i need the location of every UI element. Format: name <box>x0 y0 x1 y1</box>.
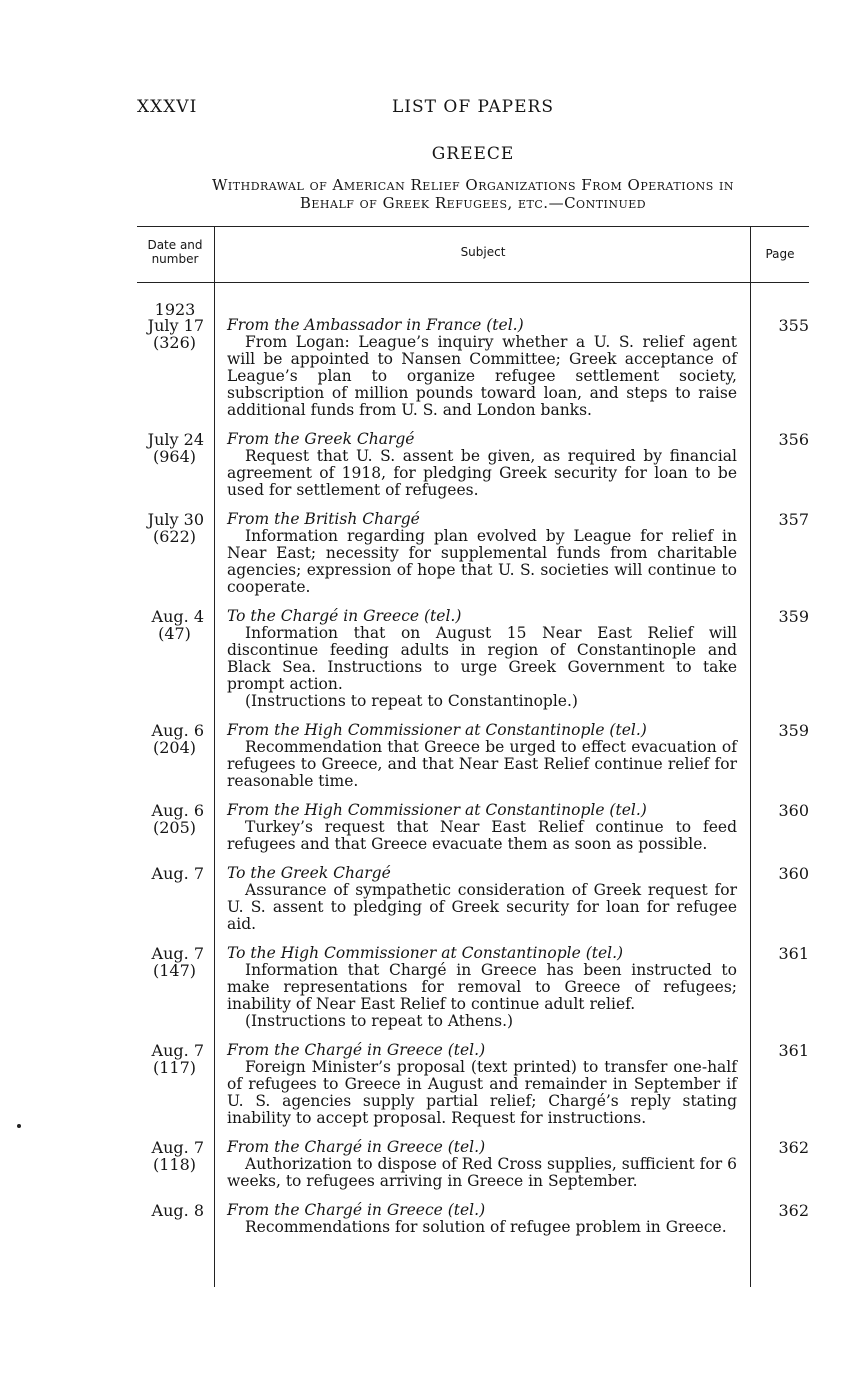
entry-date: Aug. 8 <box>151 1201 204 1220</box>
entry-from: From the Chargé in Greece (tel.) <box>227 1041 486 1059</box>
entry-number: (205) <box>152 818 197 837</box>
entry-from: From the British Chargé <box>227 510 420 528</box>
entry-body: Recommendation that Greece be urged to effect evacuation of refugees to Greece, and that Near East Relief continue relief for reasonable time. <box>227 738 737 790</box>
entry-note: (Instructions to repeat to Athens.) <box>245 1012 514 1030</box>
entry-date: Aug. 6 <box>151 721 204 740</box>
table-row <box>137 1139 809 1190</box>
document-list <box>137 317 809 1248</box>
entry-subject <box>227 1202 737 1236</box>
entry-number: (964) <box>152 447 197 466</box>
entry-date-cell <box>137 1139 204 1173</box>
entry-body: Assurance of sympathetic consideration of Greek request for U. S. assent to pledging of Greek security for loan for refugee aid. <box>227 881 737 933</box>
running-head <box>137 97 809 119</box>
table-row <box>137 317 809 419</box>
table-row <box>137 511 809 596</box>
entry-from: From the Chargé in Greece (tel.) <box>227 1138 486 1156</box>
entry-subject <box>227 802 737 853</box>
subsection-title-line2: Behalf of Greek Refugees, etc.—Continued <box>299 194 647 212</box>
entry-from: From the Greek Chargé <box>227 430 415 448</box>
entry-subject <box>227 608 737 710</box>
entry-from: From the High Commissioner at Constantinople (tel.) <box>227 721 647 739</box>
entry-body: Foreign Minister’s proposal (text printed) to transfer one-half of refugees to Greece in August and remainder in September if U. S. agencies supply partial relief; Chargé’s reply stating inability to accept proposal. Request for instructions. <box>227 1058 737 1127</box>
entry-date-cell <box>137 431 204 465</box>
entry-date-cell <box>137 608 204 642</box>
entry-date: Aug. 7 <box>151 1138 204 1157</box>
entry-page: 361 <box>778 944 809 963</box>
entry-from: To the Chargé in Greece (tel.) <box>227 607 462 625</box>
entry-date-cell <box>137 865 204 882</box>
entry-page: 356 <box>778 430 809 449</box>
entry-body: Information that on August 15 Near East Relief will discontinue feeding adults in region of Constantinople and Black Sea. Instructions to urge Greek Government to take prompt action. <box>227 624 737 693</box>
table-head-rule <box>137 282 809 283</box>
entry-body: Information regarding plan evolved by League for relief in Near East; necessity for supplemental funds from charitable agencies; expression of hope that U. S. societies will continue to cooperate. <box>227 527 737 596</box>
entry-date-cell <box>137 722 204 756</box>
entry-subject <box>227 1042 737 1127</box>
entry-date: Aug. 7 <box>151 864 204 883</box>
entry-subject <box>227 431 737 499</box>
entry-body: Turkey’s request that Near East Relief continue to feed refugees and that Greece evacuate them as soon as possible. <box>227 818 737 853</box>
date-header-line2: number <box>151 252 199 266</box>
entry-date-cell <box>137 511 204 545</box>
margin-dot <box>17 1124 21 1128</box>
entry-number: (147) <box>152 961 197 980</box>
entry-page: 362 <box>778 1138 809 1157</box>
date-header-line1: Date and <box>147 238 203 252</box>
entry-body: Request that U. S. assent be given, as required by financial agreement of 1918, for pledging Greek security for loan to be used for settlement of refugees. <box>227 447 737 499</box>
entry-body: From Logan: League’s inquiry whether a U. S. relief agent will be appointed to Nansen Committee; Greek acceptance of League’s plan to organize refugee settlement society, subscription of million pounds toward loan, and steps to raise additional funds from U. S. and London banks. <box>227 333 737 419</box>
subsection-title <box>137 176 809 212</box>
entry-note: (Instructions to repeat to Constantinople.) <box>245 692 578 710</box>
entry-date: July 17 <box>147 316 204 335</box>
entry-page: 359 <box>778 607 809 626</box>
entry-page: 357 <box>778 510 809 529</box>
entry-date-cell <box>137 317 204 351</box>
entry-number: (622) <box>152 527 197 546</box>
running-title: LIST OF PAPERS <box>392 97 554 117</box>
entry-subject <box>227 1139 737 1190</box>
table-row <box>137 1042 809 1127</box>
entry-subject <box>227 865 737 933</box>
entry-subject <box>227 317 737 419</box>
year-label: 1923 <box>154 300 196 319</box>
entry-from: To the High Commissioner at Constantinople (tel.) <box>227 944 624 962</box>
entry-date-cell <box>137 802 204 836</box>
entry-date: July 30 <box>147 510 204 529</box>
entry-from: From the Ambassador in France (tel.) <box>227 316 524 334</box>
entry-body: Recommendations for solution of refugee problem in Greece. <box>245 1218 727 1236</box>
subject-column-header: Subject <box>460 245 506 259</box>
entry-date: Aug. 7 <box>151 1041 204 1060</box>
subsection-title-line1: Withdrawal of American Relief Organizations From Operations in <box>212 176 734 194</box>
entry-date-cell <box>137 945 204 979</box>
entry-date: Aug. 7 <box>151 944 204 963</box>
section-title: GREECE <box>431 144 515 164</box>
page-column-header: Page <box>765 247 795 261</box>
entry-page: 359 <box>778 721 809 740</box>
entry-from: To the Greek Chargé <box>227 864 391 882</box>
entry-number: (326) <box>152 333 197 352</box>
entry-number: (47) <box>158 624 191 643</box>
entry-body: Authorization to dispose of Red Cross supplies, sufficient for 6 weeks, to refugees arriving in Greece in September. <box>227 1155 737 1190</box>
entry-page: 361 <box>778 1041 809 1060</box>
table-row <box>137 802 809 853</box>
table-row <box>137 1202 809 1236</box>
entry-subject <box>227 945 737 1030</box>
entry-subject <box>227 722 737 790</box>
entry-number: (117) <box>152 1058 197 1077</box>
entry-date: July 24 <box>147 430 204 449</box>
entry-from: From the Chargé in Greece (tel.) <box>227 1201 486 1219</box>
entry-subject <box>227 511 737 596</box>
entry-date: Aug. 4 <box>151 607 204 626</box>
table-row <box>137 945 809 1030</box>
entry-page: 360 <box>778 864 809 883</box>
entry-date-cell <box>137 1042 204 1076</box>
entry-from: From the High Commissioner at Constantinople (tel.) <box>227 801 647 819</box>
table-row <box>137 608 809 710</box>
table-row <box>137 865 809 933</box>
entry-number: (204) <box>152 738 197 757</box>
entry-date: Aug. 6 <box>151 801 204 820</box>
entry-page: 355 <box>778 316 809 335</box>
entry-date-cell <box>137 1202 204 1219</box>
page-number: XXXVI <box>137 97 198 117</box>
entry-page: 362 <box>778 1201 809 1220</box>
table-row <box>137 722 809 790</box>
entry-page: 360 <box>778 801 809 820</box>
entry-body: Information that Chargé in Greece has been instructed to make representations for removal to Greece of refugees; inability of Near East Relief to continue adult relief. <box>227 961 737 1013</box>
table-header <box>137 227 809 282</box>
table-row <box>137 431 809 499</box>
entry-number: (118) <box>152 1155 197 1174</box>
date-column-header <box>137 238 213 266</box>
